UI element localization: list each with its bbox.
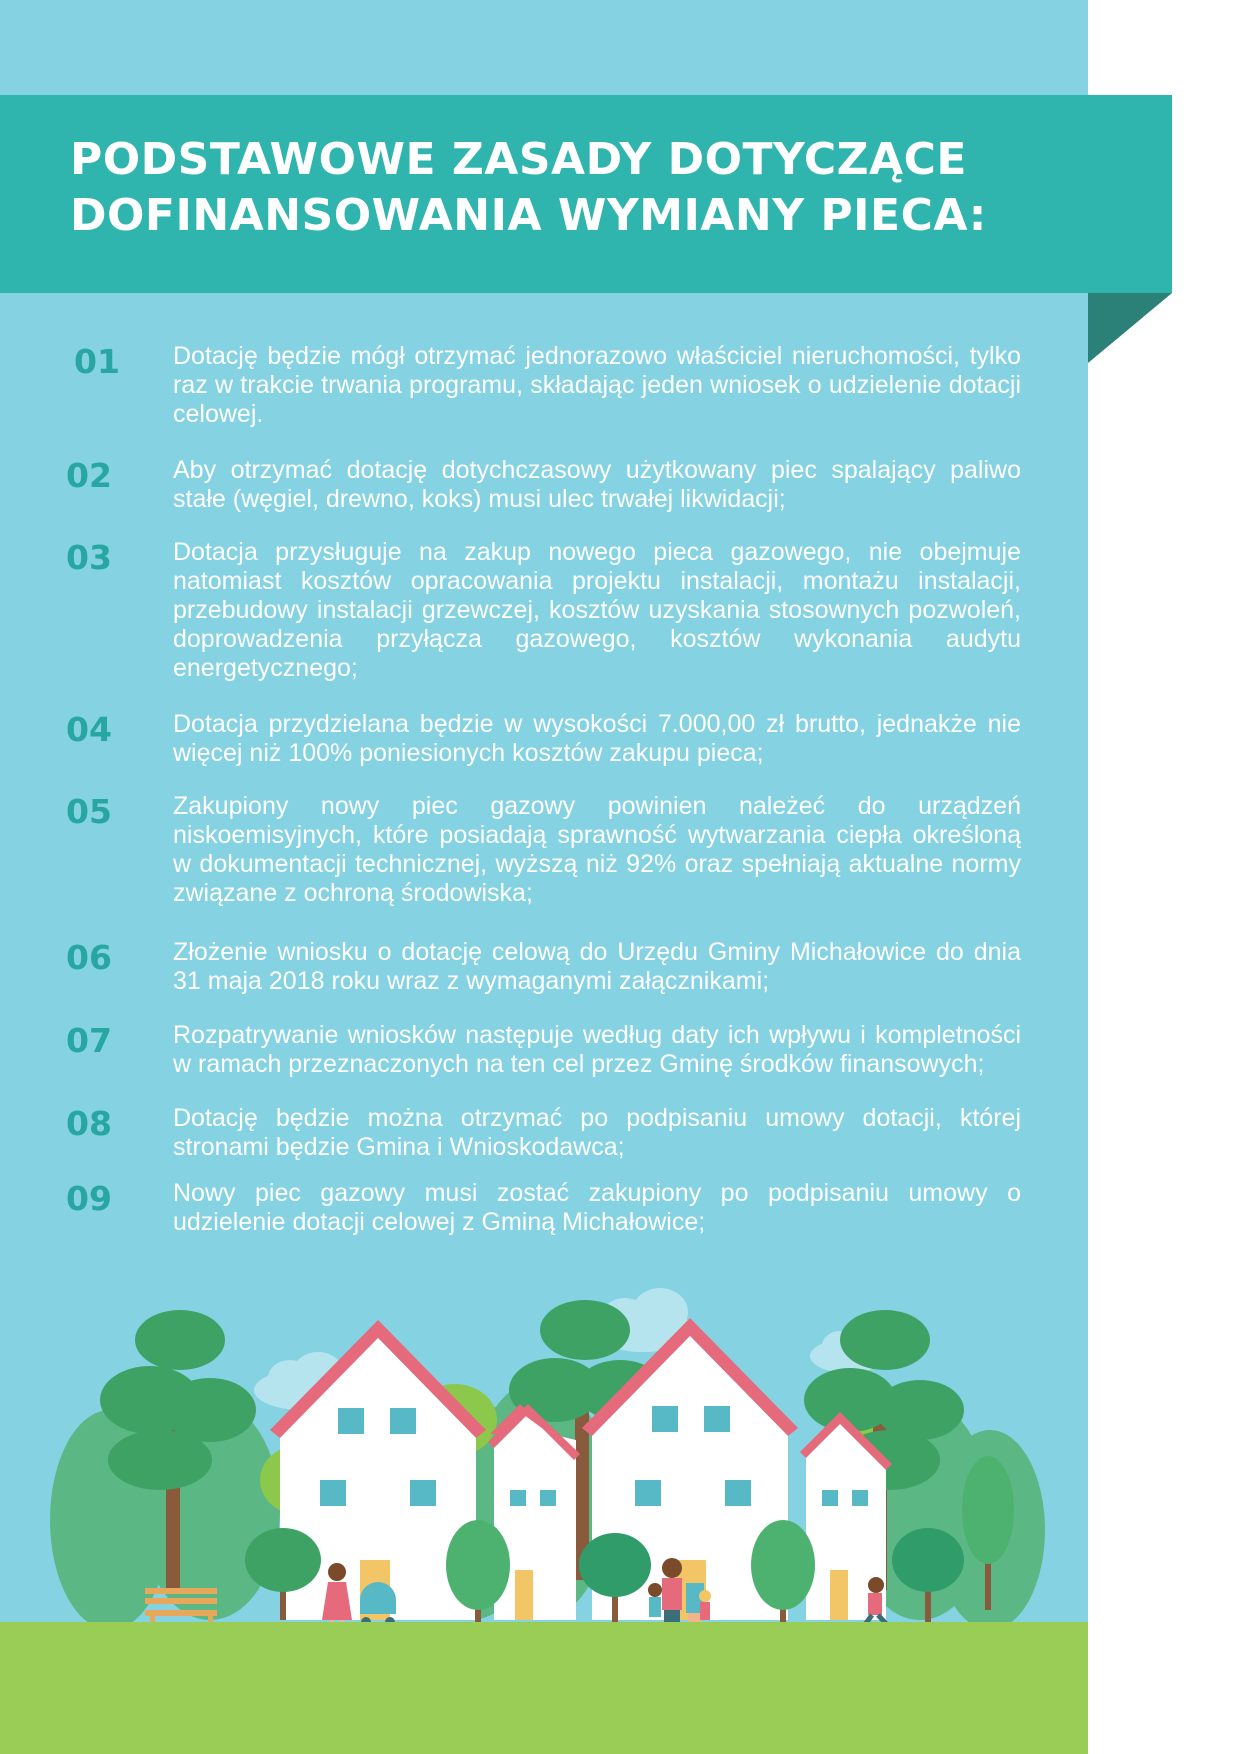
rule-number: 05 <box>66 792 112 831</box>
rule-text: Nowy piec gazowy musi zostać zakupiony po podpisaniu umowy o udzielenie dotacji celowej z Gminą Michałowice; <box>173 1179 1021 1236</box>
rule-number: 09 <box>66 1179 112 1218</box>
rule-text: Dotację będzie mógł otrzymać jednorazowo właściciel nieruchomości, tylko raz w trakcie trwania programu, składając jeden wniosek o udzielenie dotacji celowej. <box>173 342 1021 428</box>
grass-ground <box>0 1622 1088 1754</box>
rule-number: 06 <box>66 938 112 977</box>
rule-number: 01 <box>74 342 120 381</box>
rule-text: Zakupiony nowy piec gazowy powinien należeć do urządzeń niskoemisyjnych, które posiadają sprawność wytwarzania ciepła określoną w dokumentacji technicznej, wyższą niż 92% oraz spełniają aktualne normy związane z ochroną środowiska; <box>173 792 1021 907</box>
rule-text: Dotacja przydzielana będzie w wysokości 7.000,00 zł brutto, jednakże nie więcej niż 100% poniesionych kosztów zakupu pieca; <box>173 710 1021 767</box>
rule-text: Rozpatrywanie wniosków następuje według daty ich wpływu i kompletności w ramach przeznaczonych na ten cel przez Gminę środków finansowych; <box>173 1021 1021 1078</box>
rule-text: Dotację będzie można otrzymać po podpisaniu umowy dotacji, której stronami będzie Gmina i Wnioskodawca; <box>173 1104 1021 1161</box>
title-line-2: DOFINANSOWANIA WYMIANY PIECA: <box>70 190 987 241</box>
rule-number: 02 <box>66 456 112 495</box>
rule-text: Złożenie wniosku o dotację celową do Urzędu Gminy Michałowice do dnia 31 maja 2018 roku wraz z wymaganymi załącznikami; <box>173 938 1021 995</box>
rule-number: 04 <box>66 710 112 749</box>
page-title <box>70 132 1070 244</box>
rule-number: 08 <box>66 1104 112 1143</box>
banner-fold <box>1088 293 1172 363</box>
rule-number: 07 <box>66 1021 112 1060</box>
rule-number: 03 <box>66 538 112 577</box>
rule-text: Dotacja przysługuje na zakup nowego pieca gazowego, nie obejmuje natomiast kosztów opracowania projektu instalacji, montażu instalacji, przebudowy instalacji grzewczej, kosztów uzyskania stosownych pozwoleń, doprowadzenia przyłącza gazowego, kosztów wykonania audytu energetycznego; <box>173 538 1021 682</box>
title-line-1: PODSTAWOWE ZASADY DOTYCZĄCE <box>70 134 967 185</box>
village-illustration <box>0 1270 1088 1754</box>
rule-text: Aby otrzymać dotację dotychczasowy użytkowany piec spalający paliwo stałe (węgiel, drewno, koks) musi ulec trwałej likwidacji; <box>173 456 1021 513</box>
